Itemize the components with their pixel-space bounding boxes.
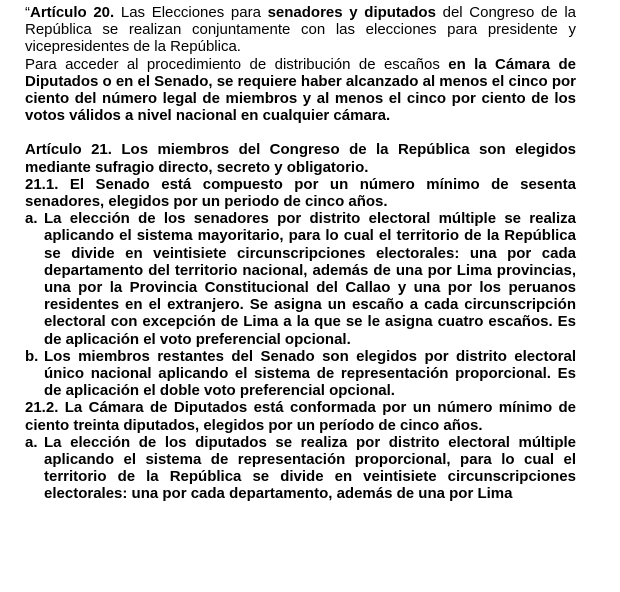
paragraph-gap — [25, 124, 576, 141]
section-21-1-item-a — [25, 210, 576, 348]
article-20-paragraph-1 — [25, 4, 576, 56]
opening-quote: “ — [25, 4, 30, 21]
article-20-text-1: Las Elecciones para — [114, 4, 268, 21]
article-21-intro: Artículo 21. Los miembros del Congreso de la República son elegidos mediante sufragio directo, secreto y obligatorio. — [25, 141, 576, 176]
article-20-bold-1: senadores y diputados — [267, 4, 436, 21]
item-marker: a. — [25, 210, 38, 228]
item-text: La elección de los diputados se realiza por distrito electoral múltiple aplicando el sistema de representación proporcional, para lo cual el territorio de la República se divide en veintisiete circunscripciones electorales: una por cada departamento, además de una por Lima — [44, 433, 576, 503]
item-marker: a. — [25, 433, 38, 451]
item-text: La elección de los senadores por distrito electoral múltiple se realiza aplicando el sistema mayoritario, para lo cual el territorio de la República se divide en veintisiete circunscripciones electorales: una por cada departamento del territorio nacional, además de una por Lima provincias, una por la Provincia Constitucional del Callao y una por los peruanos residentes en el extranjero. Se asigna un escaño a cada circunscripción electoral con excepción de Lima a la que se le asigna cuatro escaños. Es de aplicación el voto preferencial opcional. — [44, 210, 576, 348]
item-marker: b. — [25, 347, 39, 365]
article-20-p2-text: Para acceder al procedimiento de distribución de escaños — [25, 55, 449, 73]
article-20-paragraph-2 — [25, 56, 576, 125]
article-20-text-2: del Congreso de la República se realizan conjuntamente con las elecciones para presidente y vicepresidentes de la República. — [25, 4, 577, 56]
section-21-1: 21.1. El Senado está compuesto por un número mínimo de sesenta senadores, elegidos por un periodo de cinco años. — [25, 175, 576, 211]
section-21-2-item-a — [25, 434, 576, 503]
section-21-2: 21.2. La Cámara de Diputados está conformada por un número mínimo de ciento treinta diputados, elegidos por un período de cinco años. — [25, 399, 576, 434]
article-20-label: Artículo 20. — [30, 4, 115, 21]
section-21-1-item-b — [25, 348, 576, 400]
article-20-p2-bold: en la Cámara de Diputados o en el Senado, se requiere haber alcanzado al menos el cinco por ciento del número legal de miembros y al menos el cinco por ciento de los votos válidos a nivel nacional en cualquier cámara. — [25, 55, 576, 125]
item-text: Los miembros restantes del Senado son elegidos por distrito electoral único nacional aplicando el sistema de representación proporcional. Es de aplicación el doble voto preferencial opcional. — [44, 347, 576, 400]
